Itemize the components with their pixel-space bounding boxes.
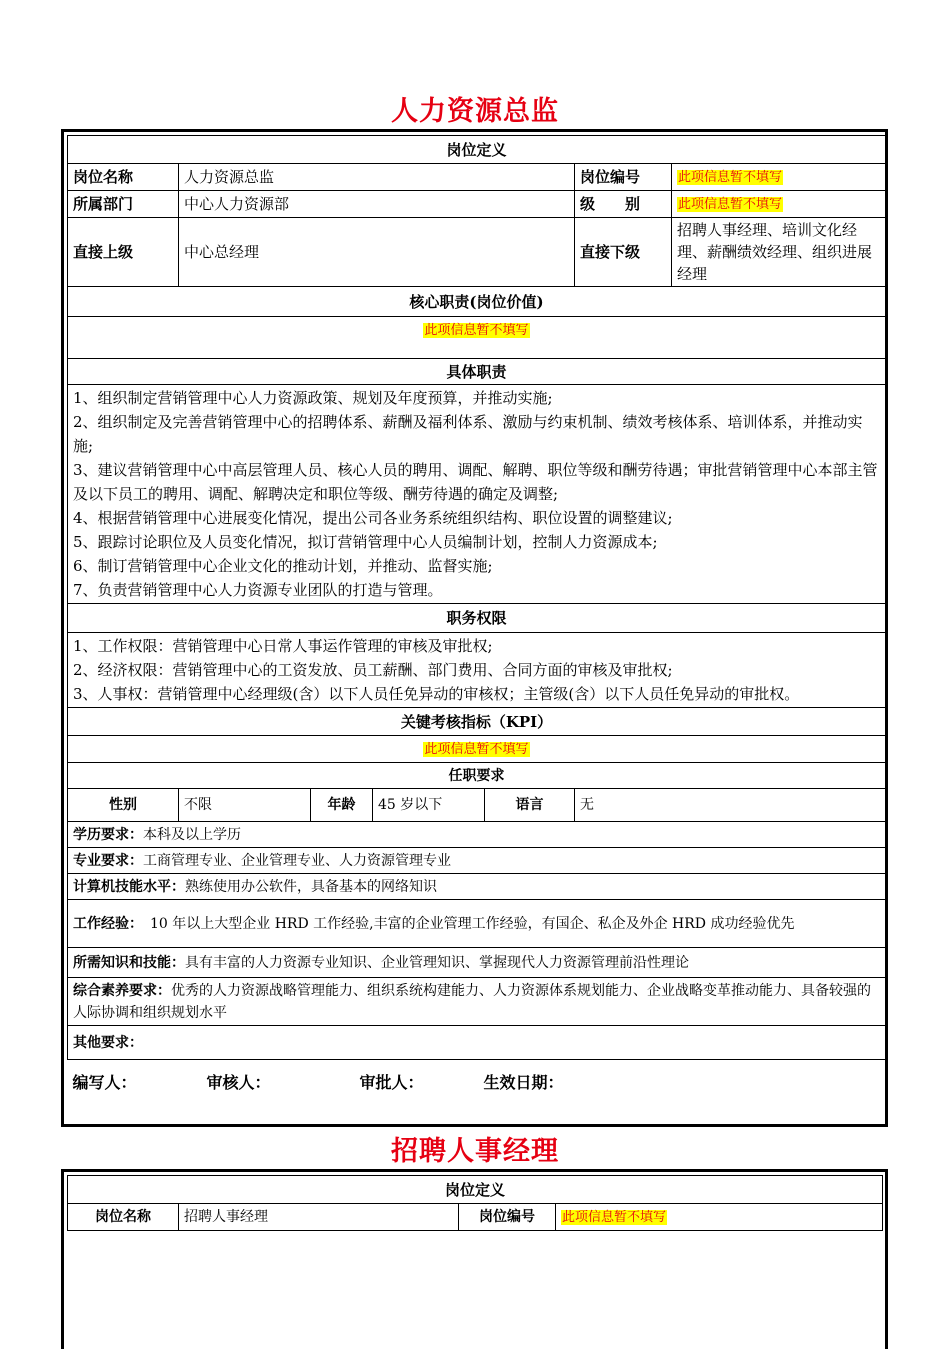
section-header-definition: 岗位定义 (68, 136, 886, 164)
value-kpi: 此项信息暂不填写 (424, 742, 529, 757)
duty-item: 4、根据营销管理中心进展变化情况，提出公司各业务系统组织结构、职位设置的调整建议; (73, 509, 673, 527)
second-section-header-definition: 岗位定义 (68, 1176, 883, 1204)
computer-skill-requirement (68, 874, 886, 900)
authority-item: 1、工作权限：营销管理中心日常人事运作管理的审核及审批权; (73, 637, 493, 655)
label-approver: 审批人： (359, 1072, 424, 1092)
knowledge-requirement (68, 948, 886, 978)
label-knowledge: 所需知识和技能： (73, 954, 185, 971)
education-requirement (68, 822, 886, 848)
label-job-name: 岗位名称 (68, 164, 179, 191)
quality-requirement (68, 978, 886, 1026)
label-major: 专业要求： (73, 852, 143, 869)
second-value-job-code: 此项信息暂不填写 (562, 1210, 667, 1225)
authority-list (68, 633, 886, 708)
value-supervisor: 中心总经理 (179, 218, 575, 287)
label-level: 级 别 (575, 191, 672, 218)
section-header-kpi: 关键考核指标（KPI） (68, 708, 886, 736)
duty-item: 3、建议营销管理中心中高层管理人员、核心人员的聘用、调配、解聘、职位等级和酬劳待遇；审批营销管理中心本部主管及以下员工的聘用、调配、解聘决定和职位等级、酬劳待遇的确定及调整; (73, 461, 878, 503)
duty-item: 1、组织制定营销管理中心人力资源政策、规划及年度预算，并推动实施; (73, 389, 553, 407)
duties-list (68, 385, 886, 604)
value-subordinates: 招聘人事经理、培训文化经理、薪酬绩效经理、组织进展经理 (672, 218, 886, 287)
page-title: 人力资源总监 (391, 96, 559, 127)
value-job-code: 此项信息暂不填写 (678, 170, 783, 185)
label-language: 语言 (485, 789, 575, 822)
duty-item: 7、负责营销管理中心人力资源专业团队的打造与管理。 (73, 581, 443, 599)
value-experience: 10 年以上大型企业 HRD 工作经验,丰富的企业管理工作经验，有国企、私企及外企 HRD 成功经验优先 (136, 915, 795, 932)
value-core-duty: 此项信息暂不填写 (424, 323, 529, 338)
value-quality: 优秀的人力资源战略管理能力、组织系统构建能力、人力资源体系规划能力、企业战略变革推动能力、具备较强的人际协调和组织规划水平 (73, 982, 871, 1021)
second-label-job-code: 岗位编号 (459, 1204, 556, 1231)
label-computer-skill: 计算机技能水平： (73, 878, 185, 895)
label-reviewer: 审核人： (206, 1072, 271, 1092)
duty-item: 5、跟踪讨论职位及人员变化情况，拟订营销管理中心人员编制计划，控制人力资源成本; (73, 533, 658, 551)
label-writer: 编写人： (72, 1072, 137, 1092)
value-major: 工商管理专业、企业管理专业、人力资源管理专业 (143, 852, 451, 869)
section-header-duties: 具体职责 (68, 359, 886, 385)
value-department: 中心人力资源部 (179, 191, 575, 218)
value-education: 本科及以上学历 (143, 826, 241, 843)
label-effective-date: 生效日期： (483, 1072, 564, 1092)
label-subordinates: 直接下级 (575, 218, 672, 287)
duty-item: 2、组织制定及完善营销管理中心的招聘体系、薪酬及福利体系、激励与约束机制、绩效考核体系、培训体系，并推动实施; (73, 413, 863, 455)
value-computer-skill: 熟练使用办公软件，具备基本的网络知识 (185, 878, 437, 895)
second-job-description-table (61, 1169, 888, 1349)
second-label-job-name: 岗位名称 (68, 1204, 179, 1231)
second-value-job-name: 招聘人事经理 (179, 1204, 459, 1231)
label-other: 其他要求： (73, 1034, 143, 1051)
duty-item: 6、制订营销管理中心企业文化的推动计划，并推动、监督实施; (73, 557, 493, 575)
section-header-authority: 职务权限 (68, 604, 886, 633)
signature-row (68, 1060, 886, 1106)
label-job-code: 岗位编号 (575, 164, 672, 191)
value-gender: 不限 (179, 789, 311, 822)
authority-item: 2、经济权限：营销管理中心的工资发放、员工薪酬、部门费用、合同方面的审核及审批权; (73, 661, 673, 679)
job-description-table (61, 129, 888, 1127)
label-education: 学历要求： (73, 826, 143, 843)
label-gender: 性别 (68, 789, 179, 822)
authority-item: 3、人事权：营销管理中心经理级(含）以下人员任免异动的审核权；主管级(含）以下人员任免异动的审批权。 (73, 685, 800, 703)
value-knowledge: 具有丰富的人力资源专业知识、企业管理知识、掌握现代人力资源管理前沿性理论 (185, 954, 689, 971)
value-job-name: 人力资源总监 (179, 164, 575, 191)
label-supervisor: 直接上级 (68, 218, 179, 287)
label-experience: 工作经验： (73, 915, 136, 932)
experience-requirement (68, 900, 886, 948)
value-age: 45 岁以下 (373, 789, 485, 822)
label-age: 年龄 (311, 789, 373, 822)
value-language: 无 (575, 789, 886, 822)
other-requirement (68, 1026, 886, 1060)
major-requirement (68, 848, 886, 874)
section-header-core-duty: 核心职责(岗位价值) (68, 287, 886, 317)
label-department: 所属部门 (68, 191, 179, 218)
section-header-requirements: 任职要求 (68, 763, 886, 789)
label-quality: 综合素养要求： (73, 982, 171, 999)
value-level: 此项信息暂不填写 (678, 197, 783, 212)
second-page-title: 招聘人事经理 (391, 1136, 559, 1167)
